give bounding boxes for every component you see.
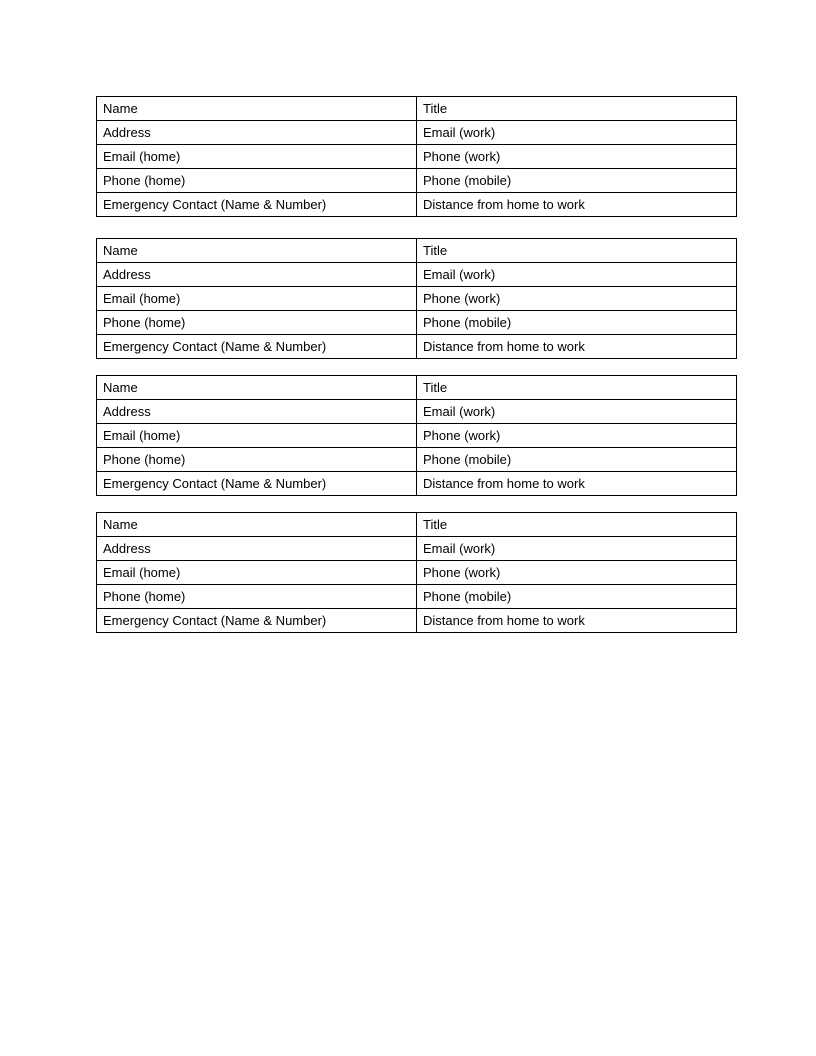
distance-cell[interactable]: Distance from home to work bbox=[417, 193, 737, 217]
contact-table bbox=[96, 96, 737, 217]
table-row bbox=[97, 263, 737, 287]
table-row bbox=[97, 609, 737, 633]
table-row bbox=[97, 513, 737, 537]
table-row bbox=[97, 537, 737, 561]
name-cell[interactable]: Name bbox=[97, 239, 417, 263]
phone-mobile-cell[interactable]: Phone (mobile) bbox=[417, 448, 737, 472]
email-home-cell[interactable]: Email (home) bbox=[97, 561, 417, 585]
title-cell[interactable]: Title bbox=[417, 513, 737, 537]
phone-work-cell[interactable]: Phone (work) bbox=[417, 287, 737, 311]
phone-mobile-cell[interactable]: Phone (mobile) bbox=[417, 169, 737, 193]
email-work-cell[interactable]: Email (work) bbox=[417, 537, 737, 561]
table-row bbox=[97, 472, 737, 496]
name-cell[interactable]: Name bbox=[97, 376, 417, 400]
email-home-cell[interactable]: Email (home) bbox=[97, 424, 417, 448]
table-row bbox=[97, 448, 737, 472]
phone-work-cell[interactable]: Phone (work) bbox=[417, 561, 737, 585]
table-row bbox=[97, 376, 737, 400]
address-cell[interactable]: Address bbox=[97, 121, 417, 145]
address-cell[interactable]: Address bbox=[97, 263, 417, 287]
emergency-contact-cell[interactable]: Emergency Contact (Name & Number) bbox=[97, 335, 417, 359]
title-cell[interactable]: Title bbox=[417, 239, 737, 263]
name-cell[interactable]: Name bbox=[97, 97, 417, 121]
table-row bbox=[97, 400, 737, 424]
email-work-cell[interactable]: Email (work) bbox=[417, 121, 737, 145]
distance-cell[interactable]: Distance from home to work bbox=[417, 609, 737, 633]
distance-cell[interactable]: Distance from home to work bbox=[417, 335, 737, 359]
title-cell[interactable]: Title bbox=[417, 97, 737, 121]
phone-work-cell[interactable]: Phone (work) bbox=[417, 145, 737, 169]
contact-table bbox=[96, 375, 737, 496]
table-row bbox=[97, 239, 737, 263]
title-cell[interactable]: Title bbox=[417, 376, 737, 400]
table-row bbox=[97, 97, 737, 121]
emergency-contact-cell[interactable]: Emergency Contact (Name & Number) bbox=[97, 609, 417, 633]
name-cell[interactable]: Name bbox=[97, 513, 417, 537]
emergency-contact-cell[interactable]: Emergency Contact (Name & Number) bbox=[97, 193, 417, 217]
phone-mobile-cell[interactable]: Phone (mobile) bbox=[417, 585, 737, 609]
phone-home-cell[interactable]: Phone (home) bbox=[97, 448, 417, 472]
table-row bbox=[97, 311, 737, 335]
phone-home-cell[interactable]: Phone (home) bbox=[97, 169, 417, 193]
email-home-cell[interactable]: Email (home) bbox=[97, 287, 417, 311]
address-cell[interactable]: Address bbox=[97, 537, 417, 561]
phone-work-cell[interactable]: Phone (work) bbox=[417, 424, 737, 448]
phone-home-cell[interactable]: Phone (home) bbox=[97, 311, 417, 335]
table-row bbox=[97, 193, 737, 217]
phone-home-cell[interactable]: Phone (home) bbox=[97, 585, 417, 609]
table-row bbox=[97, 585, 737, 609]
email-home-cell[interactable]: Email (home) bbox=[97, 145, 417, 169]
table-row bbox=[97, 287, 737, 311]
table-row bbox=[97, 121, 737, 145]
table-row bbox=[97, 424, 737, 448]
contact-table bbox=[96, 238, 737, 359]
table-row bbox=[97, 169, 737, 193]
email-work-cell[interactable]: Email (work) bbox=[417, 263, 737, 287]
table-row bbox=[97, 145, 737, 169]
phone-mobile-cell[interactable]: Phone (mobile) bbox=[417, 311, 737, 335]
table-row bbox=[97, 335, 737, 359]
email-work-cell[interactable]: Email (work) bbox=[417, 400, 737, 424]
distance-cell[interactable]: Distance from home to work bbox=[417, 472, 737, 496]
table-row bbox=[97, 561, 737, 585]
contact-table bbox=[96, 512, 737, 633]
emergency-contact-cell[interactable]: Emergency Contact (Name & Number) bbox=[97, 472, 417, 496]
address-cell[interactable]: Address bbox=[97, 400, 417, 424]
